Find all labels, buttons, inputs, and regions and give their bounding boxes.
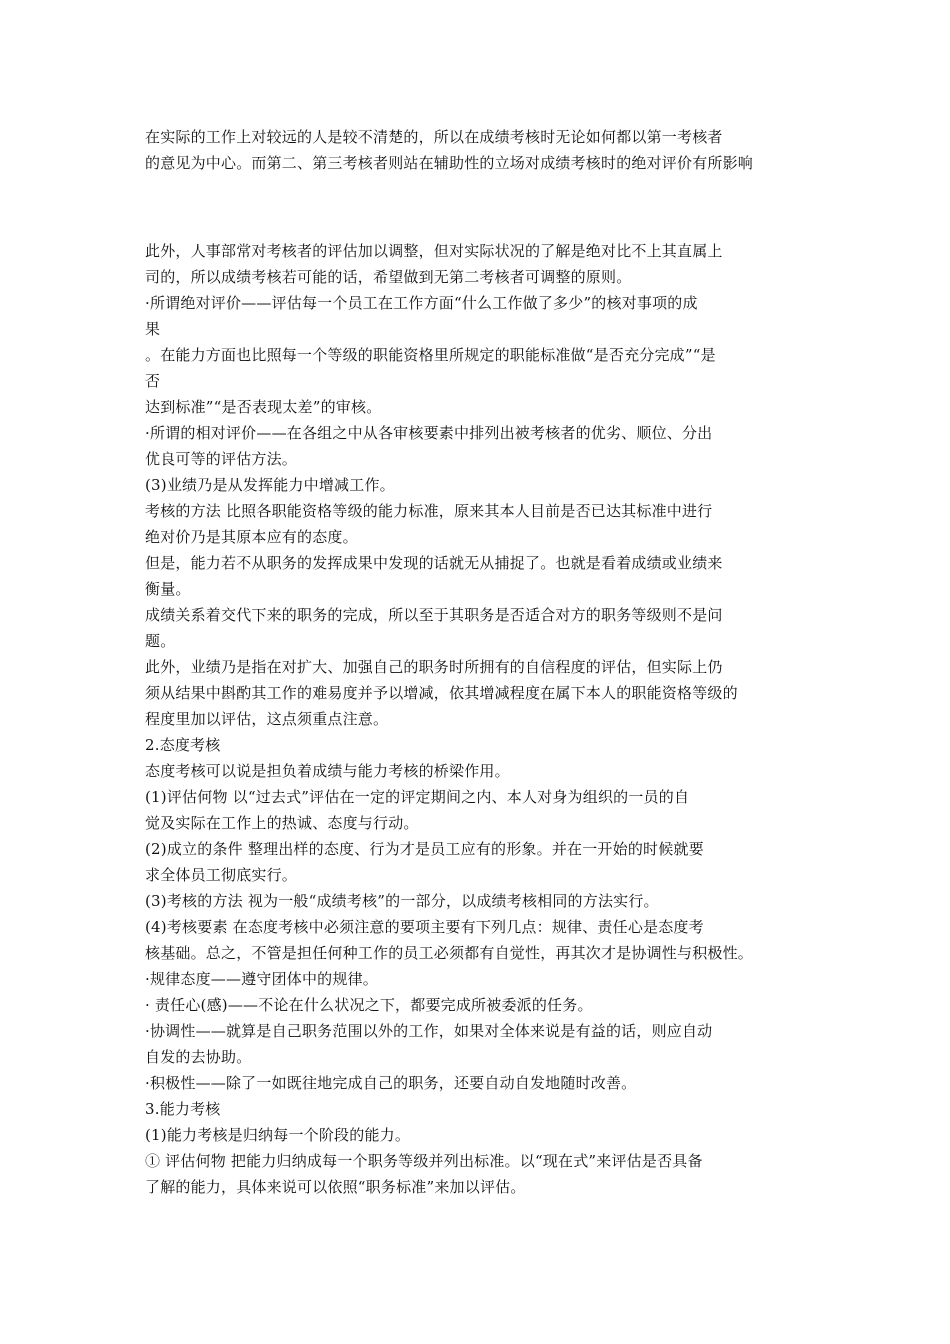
text-line: 求全体员工彻底实行。 (145, 866, 298, 884)
text-line: 的意见为中心。而第二、第三考核者则站在辅助性的立场对成绩考核时的绝对评价有所影响 (145, 154, 754, 172)
text-line: (3)考核的方法 视为一般“成绩考核”的一部分，以成绩考核相同的方法实行。 (145, 892, 659, 910)
text-line: 核基础。总之，不管是担任何种工作的员工必须都有自觉性，再其次才是协调性与积极性。 (145, 944, 754, 962)
bullet-item: · 责任心(感)——不论在什么状况之下，都要完成所被委派的任务。 (145, 996, 593, 1014)
text-line: 司的，所以成绩考核若可能的话，希望做到无第二考核者可调整的原则。 (145, 268, 632, 286)
text-line: 自发的去协助。 (145, 1048, 252, 1066)
text-line: (2)成立的条件 整理出样的态度、行为才是员工应有的形象。并在一开始的时候就要 (145, 840, 704, 858)
text-line: 态度考核可以说是担负着成绩与能力考核的桥梁作用。 (145, 762, 510, 780)
text-line: 衡量。 (145, 580, 191, 598)
text-line: 。在能力方面也比照每一个等级的职能资格里所规定的职能标准做“是否充分完成”“是 (145, 346, 716, 364)
text-line: 须从结果中斟酌其工作的难易度并予以增减，依其增减程度在属下本人的职能资格等级的 (145, 684, 738, 702)
bullet-item: ·规律态度——遵守团体中的规律。 (145, 970, 378, 988)
text-line: 成绩关系着交代下来的职务的完成，所以至于其职务是否适合对方的职务等级则不是问 (145, 606, 723, 624)
text-line: 觉及实际在工作上的热诚、态度与行动。 (145, 814, 419, 832)
text-line: 考核的方法 比照各职能资格等级的能力标准，原来其本人目前是否已达其标准中进行 (145, 502, 713, 520)
text-line: (1)能力考核是归纳每一个阶段的能力。 (145, 1126, 411, 1144)
section-heading: 2.态度考核 (145, 736, 221, 754)
text-line: 否 (145, 372, 161, 390)
text-line: 此外，人事部常对考核者的评估加以调整，但对实际状况的了解是绝对比不上其直属上 (145, 242, 723, 260)
text-line: ·所谓绝对评价——评估每一个员工在工作方面“什么工作做了多少”的核对事项的成 (145, 294, 698, 312)
bullet-item: ·协调性——就算是自己职务范围以外的工作，如果对全体来说是有益的话，则应自动 (145, 1022, 713, 1040)
document-page (145, 0, 825, 1344)
text-line: (4)考核要素 在态度考核中必须注意的要项主要有下列几点：规律、责任心是态度考 (145, 918, 704, 936)
text-line: 优良可等的评估方法。 (145, 450, 298, 468)
text-line: 绝对价乃是其原本应有的态度。 (145, 528, 358, 546)
text-line: ① 评估何物 把能力归纳成每一个职务等级并列出标准。以“现在式”来评估是否具备 (145, 1152, 703, 1170)
text-line: 了解的能力，具体来说可以依照“职务标准”来加以评估。 (145, 1178, 526, 1196)
text-line: 在实际的工作上对较远的人是较不清楚的，所以在成绩考核时无论如何都以第一考核者 (145, 128, 723, 146)
text-line: 达到标准”“是否表现太差”的审核。 (145, 398, 382, 416)
text-line: 但是，能力若不从职务的发挥成果中发现的话就无从捕捉了。也就是看着成绩或业绩来 (145, 554, 723, 572)
text-line: 果 (145, 320, 161, 338)
section-heading: (3)业绩乃是从发挥能力中增减工作。 (145, 476, 395, 494)
text-line: 题。 (145, 632, 176, 650)
text-line: (1)评估何物 以“过去式”评估在一定的评定期间之内、本人对身为组织的一员的自 (145, 788, 690, 806)
text-line: ·所谓的相对评价——在各组之中从各审核要素中排列出被考核者的优劣、顺位、分出 (145, 424, 713, 442)
section-heading: 3.能力考核 (145, 1100, 221, 1118)
bullet-item: ·积极性——除了一如既往地完成自己的职务，还要自动自发地随时改善。 (145, 1074, 637, 1092)
text-line: 程度里加以评估，这点须重点注意。 (145, 710, 389, 728)
text-line: 此外，业绩乃是指在对扩大、加强自己的职务时所拥有的自信程度的评估，但实际上仍 (145, 658, 723, 676)
